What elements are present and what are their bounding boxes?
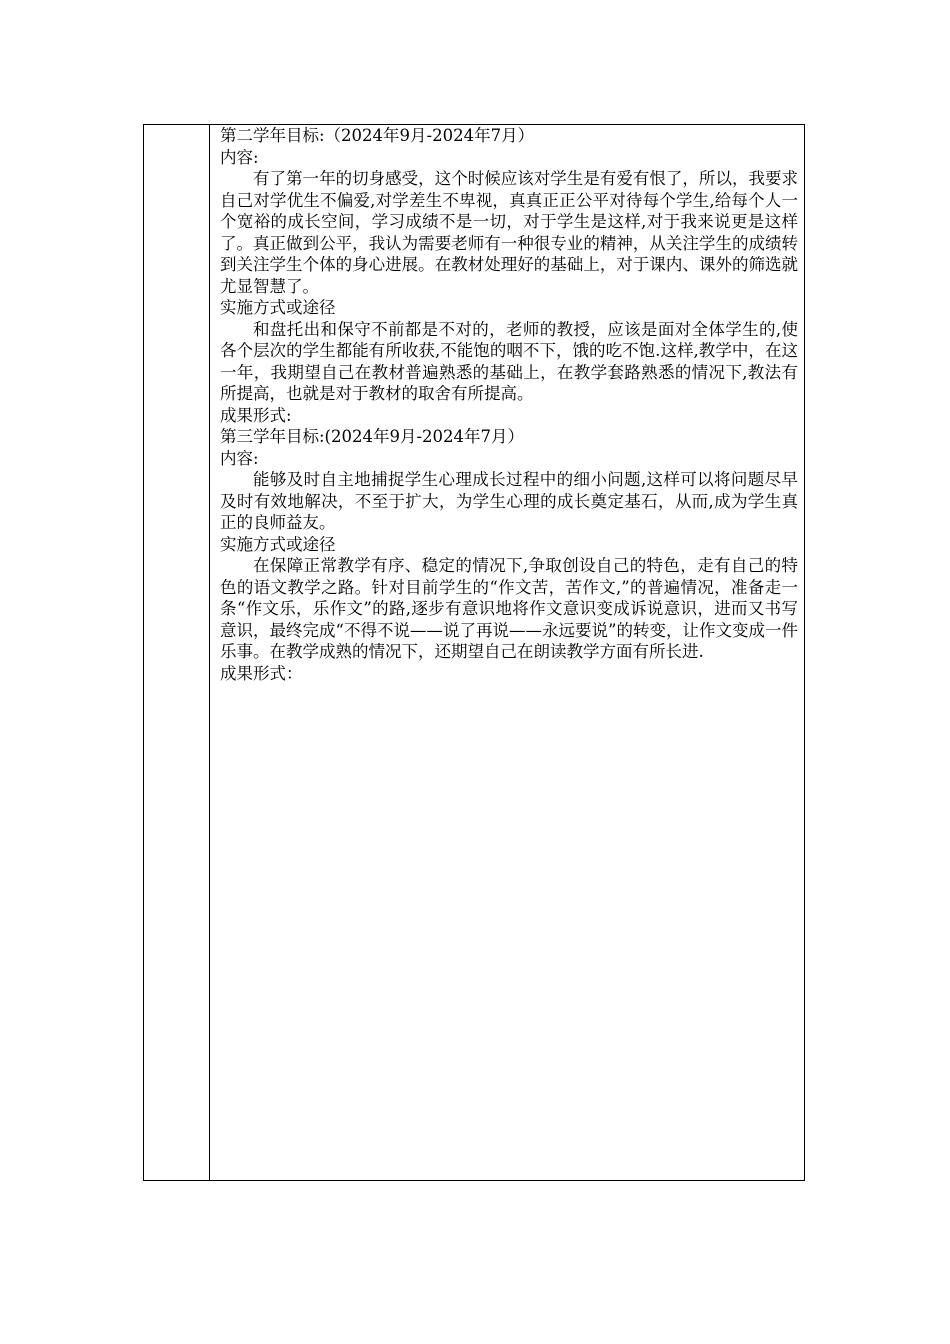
year3-goal-heading: 第三学年目标:(2024年9月-2024年7月） <box>220 427 525 446</box>
plan-table <box>143 124 805 1181</box>
year2-content-text: 有了第一年的切身感受，这个时候应该对学生是有爱有恨了，所以，我要求自己对学优生不偏爱,对学差生不卑视，真真正正公平对待每个学生,给每个人一个宽裕的成长空间，学习成绩不是一切，对于学生是这样,对于我来说更是这样了。真正做到公平，我认为需要老师有一种很专业的精神，从关注学生的成绩转到关注学生个体的身心进展。在教材处理好的基础上，对于课内、课外的筛选就尤显智慧了。 <box>220 169 798 296</box>
year2-content-label: 内容: <box>220 147 259 167</box>
year3-result-label: 成果形式： <box>220 663 303 683</box>
plan-content-cell <box>220 125 798 684</box>
year3-content-text: 能够及时自主地捕捉学生心理成长过程中的细小问题,这样可以将问题尽早及时有效地解决，不至于扩大，为学生心理的成长奠定基石，从而,成为学生真正的良师益友。 <box>220 470 798 532</box>
year2-method-text: 和盘托出和保守不前都是不对的，老师的教授，应该是面对全体学生的,使各个层次的学生都能有所收获,不能饱的咽不下，饿的吃不饱.这样,教学中，在这一年，我期望自己在教材普遍熟悉的基础上，在教学套路熟悉的情况下,教法有所提高，也就是对于教材的取舍有所提高。 <box>220 319 798 403</box>
year2-method-label: 实施方式或途径 <box>220 298 336 317</box>
year3-method-label: 实施方式或途径 <box>220 534 336 554</box>
year3-method-text: 在保障正常教学有序、稳定的情况下,争取创设自己的特色，走有自己的特色的语文教学之路。针对目前学生的“作文苦，苦作文,”的普遍情况，准备走一条“作文乐，乐作文”的路,逐步有意识地将作文意识变成诉说意识，进而又书写意识，最终完成“不得不说——说了再说——永远要说”的转变，让作文变成一件乐事。在教学成熟的情况下，还期望自己在朗读教学方面有所长进. <box>220 556 798 661</box>
year3-content-label: 内容: <box>220 448 259 468</box>
year2-result-label: 成果形式: <box>220 405 292 425</box>
label-column <box>144 125 210 1180</box>
year2-goal-heading: 第二学年目标:（2024年9月-2024年7月） <box>220 126 535 145</box>
